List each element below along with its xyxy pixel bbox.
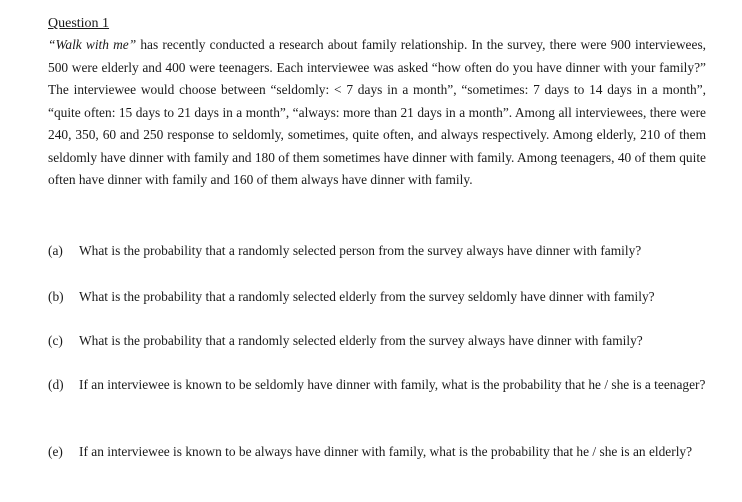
question-title: Question 1 [48,16,110,31]
part-c-text: What is the probability that a randomly selected elderly from the survey always have dinner with family? [79,333,643,348]
part-c-label: (c) [48,333,63,348]
intro-quoted-name: “Walk with me” [48,37,137,52]
part-c [48,330,706,353]
part-e-text: If an interviewee is known to be always have dinner with family, what is the probability that he / she is an elderly? [79,444,693,459]
part-d [48,374,706,397]
part-b [48,286,706,309]
part-a [48,240,706,263]
part-a-label: (a) [48,243,63,258]
part-b-label: (b) [48,289,64,304]
part-e [48,441,706,464]
question-intro [48,34,706,192]
part-a-text: What is the probability that a randomly selected person from the survey always have dinner with family? [79,243,642,258]
part-b-text: What is the probability that a randomly selected elderly from the survey seldomly have dinner with family? [79,289,655,304]
part-d-label: (d) [48,377,64,392]
intro-text: has recently conducted a research about family relationship. In the survey, there were 900 interviewees, 500 were elderly and 400 were teenagers. Each interviewee was asked “how often do you have dinner with your family?” The interviewee would choose between “seldomly: < 7 days in a month”, “sometimes: 7 days to 14 days in a month”, “quite often: 15 days to 21 days in a month”, “always: more than 21 days in a month”. Among all interviewees, there were 240, 350, 60 and 250 response to seldomly, sometimes, quite often, and always respectively. Among elderly, 210 of them seldomly have dinner with family and 180 of them sometimes have dinner with family. Among teenagers, 40 of them quite often have dinner with family and 160 of them always have dinner with family. [48,37,706,187]
part-d-text: If an interviewee is known to be seldomly have dinner with family, what is the probability that he / she is a teenager? [79,377,706,392]
part-e-label: (e) [48,444,63,459]
question-block [48,14,706,192]
